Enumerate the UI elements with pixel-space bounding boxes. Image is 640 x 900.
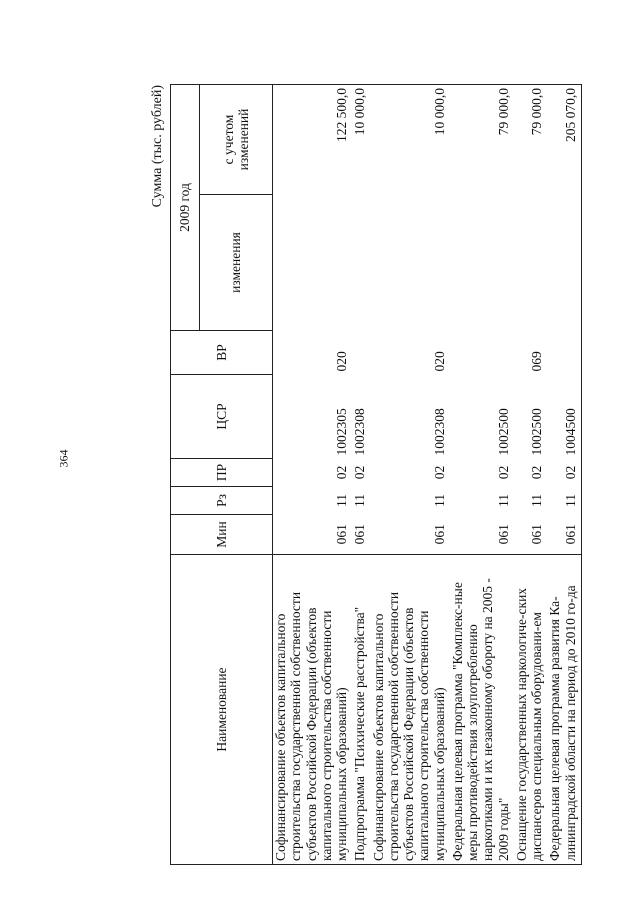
table-row bbox=[352, 85, 370, 865]
row-pr: 02 bbox=[495, 465, 511, 480]
row-vr bbox=[352, 331, 370, 375]
row-rz: 11 bbox=[352, 494, 368, 507]
row-csr: 1004500 bbox=[547, 375, 581, 459]
row-total: 79 000,0 bbox=[514, 85, 548, 195]
row-min: 061 bbox=[495, 524, 511, 545]
row-min: 061 bbox=[529, 524, 544, 545]
row-total: 10 000,0 bbox=[371, 85, 450, 195]
row-rz: 11 bbox=[431, 494, 447, 507]
row-vr: 020 bbox=[334, 351, 349, 372]
row-rz: 11 bbox=[547, 487, 581, 515]
table-row bbox=[371, 85, 450, 865]
row-name: Федеральная целевая программа развития Ка-лининградской области на период до 2010 го-да bbox=[547, 555, 581, 865]
row-pr: 02 bbox=[547, 459, 581, 487]
row-total: 79 000,0 bbox=[450, 85, 514, 195]
row-vr bbox=[450, 331, 514, 375]
header-with-changes: с учетом изменений bbox=[200, 85, 273, 195]
header-rz: Рз bbox=[171, 487, 273, 515]
units-caption: Сумма (тыс. рублей) bbox=[150, 85, 165, 208]
header-csr: ЦСР bbox=[171, 375, 273, 459]
header-year: 2009 год bbox=[171, 85, 200, 331]
row-name: Подпрограмма "Психические расстройства" bbox=[352, 555, 370, 865]
row-csr: 1002308 bbox=[431, 408, 447, 456]
row-min: 061 bbox=[431, 524, 447, 545]
table-row bbox=[547, 85, 581, 865]
row-name: Федеральная целевая программа "Комплекс-ные меры противодействия злоупотреблению наркотиками и их незаконному обороту на 2005 - 2009 годы" bbox=[450, 555, 514, 865]
row-rz: 11 bbox=[495, 494, 511, 507]
row-changes bbox=[371, 195, 450, 331]
page-number: 364 bbox=[56, 449, 71, 468]
row-name: Оснащение государственных наркологиче-ских диспансеров специальным оборудовани-ем bbox=[514, 555, 548, 865]
row-vr: 069 bbox=[529, 351, 544, 372]
header-changes: изменения bbox=[200, 195, 273, 331]
row-name: Софинансирование объектов капитального строительства государственной собственности субъектов Российской Федерации (объектов капитального строительства собственности муниципальных образований) bbox=[273, 555, 353, 865]
row-csr: 1002308 bbox=[352, 408, 368, 456]
row-changes bbox=[450, 195, 514, 331]
row-csr: 1002500 bbox=[529, 408, 544, 456]
budget-table bbox=[170, 84, 582, 865]
row-min: 061 bbox=[352, 524, 368, 545]
row-pr: 02 bbox=[352, 465, 368, 480]
table-row bbox=[450, 85, 514, 865]
table-header-row bbox=[171, 85, 200, 865]
row-pr: 02 bbox=[431, 465, 447, 480]
row-changes bbox=[514, 195, 548, 331]
row-pr: 02 bbox=[529, 465, 544, 480]
table-row bbox=[273, 85, 353, 865]
row-min: 061 bbox=[547, 515, 581, 555]
row-total: 10 000,0 bbox=[352, 85, 370, 195]
header-name: Наименование bbox=[171, 555, 273, 865]
row-min: 061 bbox=[334, 524, 349, 545]
row-vr bbox=[547, 331, 581, 375]
header-min: Мин bbox=[171, 515, 273, 555]
row-name: Софинансирование объектов капитального строительства государственной собственности субъектов Российской Федерации (объектов капитального строительства собственности муниципальных образований) bbox=[371, 555, 450, 865]
row-total: 122 500,0 bbox=[273, 85, 353, 195]
header-vr: ВР bbox=[171, 331, 273, 375]
row-rz: 11 bbox=[334, 494, 349, 507]
row-changes bbox=[547, 195, 581, 331]
row-rz: 11 bbox=[529, 494, 544, 507]
row-changes bbox=[352, 195, 370, 331]
table-row bbox=[514, 85, 548, 865]
row-changes bbox=[273, 195, 353, 331]
row-vr: 020 bbox=[431, 351, 447, 372]
row-csr: 1002305 bbox=[334, 408, 349, 456]
row-csr: 1002500 bbox=[495, 408, 511, 456]
header-pr: ПР bbox=[171, 459, 273, 487]
row-total: 205 070,0 bbox=[547, 85, 581, 195]
budget-table-sheet bbox=[150, 85, 578, 865]
row-pr: 02 bbox=[334, 465, 349, 480]
